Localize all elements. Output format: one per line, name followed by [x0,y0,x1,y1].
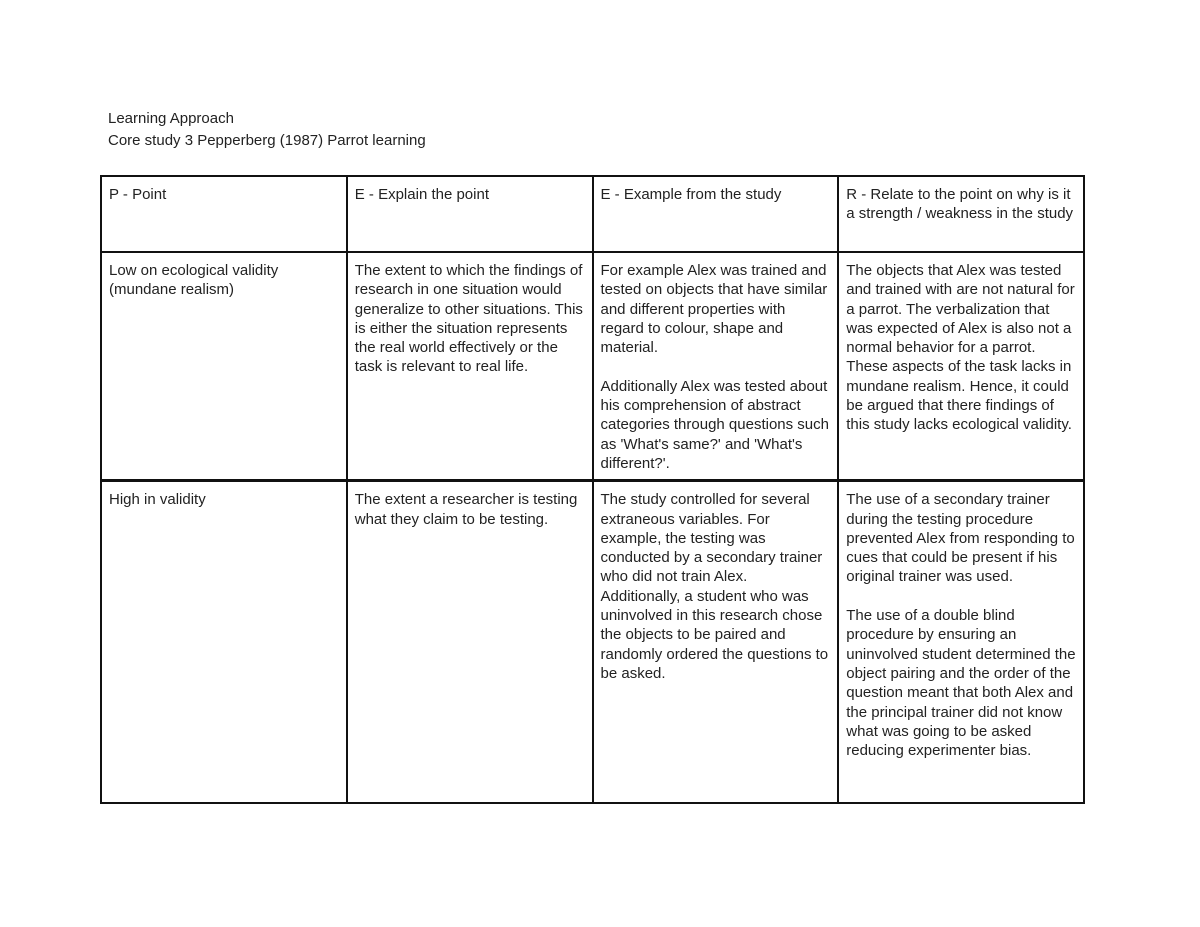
cell-example [593,481,839,804]
cell-paragraph: The use of a secondary trainer during the testing procedure prevented Alex from responding to cues that could be present if his original trainer was used. [846,491,1075,586]
cell-explain: The extent to which the findings of research in one situation would generalize to other situations. This is either the situation represents the real world effectively or the task is relevant to real life. [347,252,593,481]
header-cell-explain: E - Explain the point [347,176,593,252]
cell-paragraph: The use of a double blind procedure by ensuring an uninvolved student determined the object pairing and the order of the question meant that both Alex and the principal trainer did not know what was going to be asked reducing experimenter bias. [846,607,1076,760]
header-cell-example: E - Example from the study [593,176,839,252]
cell-paragraph: The objects that Alex was tested and trained with are not natural for a parrot. The verbalization that was expected of Alex is also not a normal behavior for a parrot. These aspects of the task lacks in mundane realism. Hence, it could be argued that there findings of this study lacks ecological validity. [846,262,1075,434]
cell-point: Low on ecological validity (mundane realism) [101,252,347,481]
table-row [101,481,1084,804]
document-header [108,108,426,152]
header-cell-point: P - Point [101,176,347,252]
header-cell-relate: R - Relate to the point on why is it a strength / weakness in the study [838,176,1084,252]
cell-paragraph: The study controlled for several extraneous variables. For example, the testing was conducted by a secondary trainer who did not train Alex. Additionally, a student who was uninvolved in this research chose the objects to be paired and randomly ordered the questions to be asked. [600,491,829,682]
cell-example [593,252,839,481]
table-row [101,252,1084,481]
cell-paragraph: For example Alex was trained and tested on objects that have similar and different properties with regard to colour, shape and material. [600,262,828,357]
cell-paragraph: Additionally Alex was tested about his comprehension of abstract categories through questions such as 'What's same?' and 'What's different?'. [600,377,829,472]
document-title: Learning Approach [108,110,234,127]
document-subtitle: Core study 3 Pepperberg (1987) Parrot learning [108,132,426,149]
pee-table [100,175,1085,804]
cell-point: High in validity [101,481,347,804]
cell-explain: The extent a researcher is testing what they claim to be testing. [347,481,593,804]
cell-relate [838,252,1084,481]
cell-relate [838,481,1084,804]
table-header-row [101,176,1084,252]
paragraph-spacer [846,587,1076,606]
paragraph-spacer [601,357,831,376]
